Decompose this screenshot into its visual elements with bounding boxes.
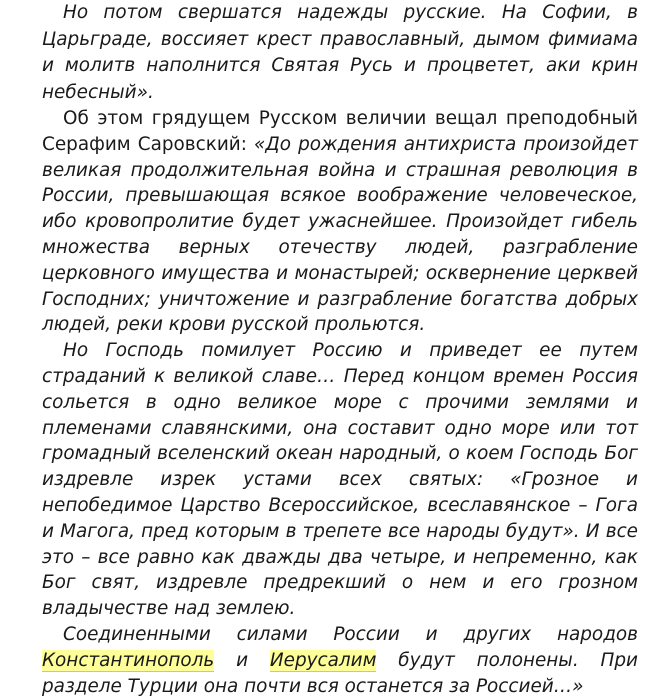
paragraph-lead: Соединенными силами России и других народов xyxy=(63,623,638,645)
paragraph-sofia-prophecy xyxy=(42,0,638,106)
paragraph-tail: будут полонены. При разделе Турции она почти вся останется за Россией…» xyxy=(42,649,638,697)
seraphim-quote: «До рождения антихриста произойдет великая продолжительная война и страшная революция в России, превышающая всякое воображение человеческое, ибо кровопролитие будет ужаснейшее. Произойдет гибель множества верных отечеству людей, разграбление церковного имущества и монастырей; осквернение церквей Господних; уничтожение и разграбление богатства добрых людей, реки крови русской прольются. xyxy=(42,133,638,336)
paragraph-lord-will-pardon xyxy=(42,338,638,622)
paragraph-united-forces xyxy=(42,622,638,699)
book-page xyxy=(42,0,638,699)
conjunction: и xyxy=(236,649,249,671)
paragraph-seraphim-prophecy xyxy=(42,106,638,338)
paragraph-intro: Об этом грядущем Русском величии вещал преподобный Серафим Саровский: xyxy=(42,108,638,155)
highlight-constantinople[interactable]: Константинополь xyxy=(42,649,215,671)
paragraph-text: Но потом свершатся надежды русские. На Софии, в Царьграде, воссияет крест православный, дымом фимиама и молитв наполнится Святая Русь и процветет, аки крин небесный». xyxy=(42,2,638,103)
highlight-jerusalem[interactable]: Иерусалим xyxy=(269,649,377,671)
paragraph-text: Но Господь помилует Россию и приведет ее путем страданий к великой славе… Перед концом времен Россия сольется в одно великое море с прочими землями и племенами славянскими, она составит одно море или тот громадный вселенский океан народный, о коем Господь Бог издревле изрек устами всех святых: «Грозное и непобедимое Царство Всероссийское, всеславянское – Гога и Магога, пред которым в трепете все народы будут». И все это – все равно как дважды два четыре, и непременно, как Бог свят, издревле предрекший о нем и его грозном владычестве над землею. xyxy=(42,340,638,620)
